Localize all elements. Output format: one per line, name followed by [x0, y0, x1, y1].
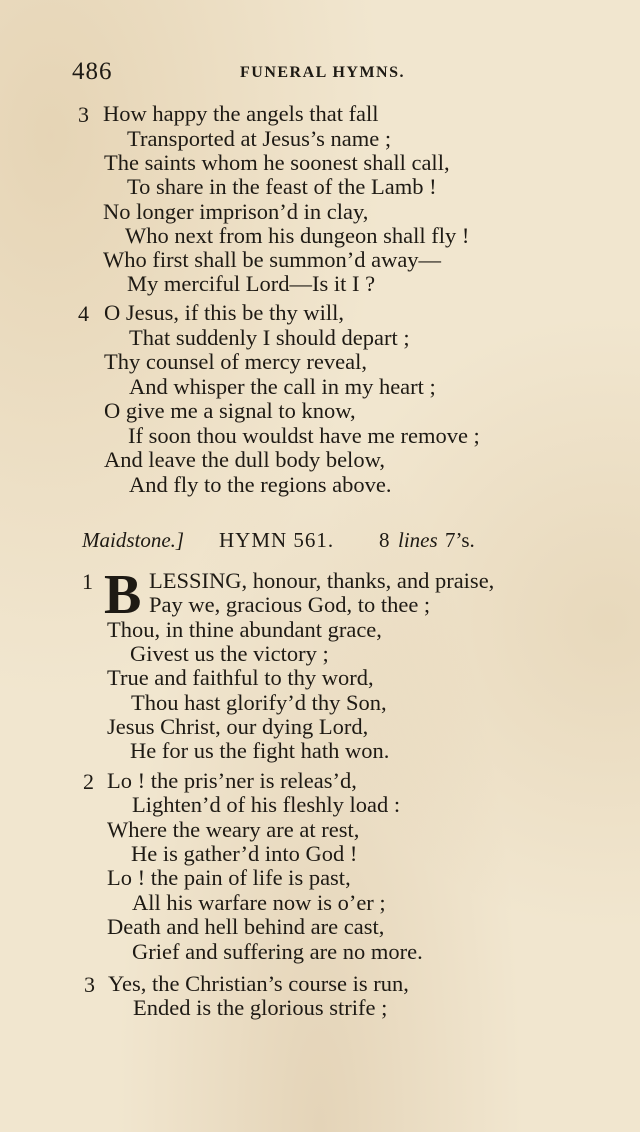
verse-line: Jesus Christ, our dying Lord,: [107, 714, 369, 739]
verse-line: To share in the feast of the Lamb !: [127, 174, 437, 199]
verse-line: O give me a signal to know,: [104, 398, 356, 423]
tune-name: Maidstone.]: [82, 528, 185, 552]
verse-line: That suddenly I should depart ;: [129, 325, 410, 350]
verse-line: How happy the angels that fall: [103, 101, 379, 126]
verse-line: And fly to the regions above.: [129, 472, 392, 497]
verse-line: Thou, in thine abundant grace,: [107, 617, 382, 642]
hymn-title: HYMN 561.: [219, 528, 335, 552]
verse-line: He for us the fight hath won.: [130, 738, 390, 763]
verse-line: Who first shall be summon’d away—: [103, 247, 442, 272]
verse-line: Thy counsel of mercy reveal,: [104, 349, 368, 374]
hymn-heading: [82, 528, 502, 554]
meter-lines: lines: [398, 528, 438, 552]
page-header: [72, 58, 428, 88]
page-number: 486: [72, 58, 113, 85]
verse-line: Pay we, gracious God, to thee ;: [149, 592, 431, 617]
verse-line: The saints whom he soonest shall call,: [104, 150, 450, 175]
verse-line: And whisper the call in my heart ;: [129, 374, 436, 399]
verse-line: Who next from his dungeon shall fly !: [125, 223, 470, 248]
verse-line: No longer imprison’d in clay,: [103, 199, 369, 224]
verse-line: My merciful Lord—Is it I ?: [127, 271, 376, 296]
running-head: FUNERAL HYMNS.: [240, 64, 406, 81]
verse-line: Lighten’d of his fleshly load :: [132, 792, 401, 817]
meter-number: 8: [379, 528, 390, 552]
verse-line: All his warfare now is o’er ;: [132, 890, 386, 915]
verse-number: 2: [83, 769, 94, 794]
verse-line: LESSING, honour, thanks, and praise,: [149, 568, 495, 593]
meter-unit: 7’s.: [445, 528, 475, 552]
verse-line: And leave the dull body below,: [104, 447, 385, 472]
verse-number: 3: [84, 972, 95, 997]
verse-line: O Jesus, if this be thy will,: [104, 300, 344, 325]
verse-line: Givest us the victory ;: [130, 641, 329, 666]
verse-number: 4: [78, 301, 89, 326]
verse-line: Death and hell behind are cast,: [107, 914, 385, 939]
verse-number: 3: [78, 102, 89, 127]
verse-line: Transported at Jesus’s name ;: [127, 126, 392, 151]
verse-line: If soon thou wouldst have me remove ;: [128, 423, 480, 448]
verse-line: Yes, the Christian’s course is run,: [108, 971, 409, 996]
verse-line: Where the weary are at rest,: [107, 817, 360, 842]
verse-number: 1: [82, 569, 93, 594]
drop-cap: B: [104, 564, 142, 626]
verse-line: Lo ! the pris’ner is releas’d,: [107, 768, 357, 793]
verse-line: Thou hast glorify’d thy Son,: [131, 690, 387, 715]
verse-line: He is gather’d into God !: [131, 841, 358, 866]
verse-line: Lo ! the pain of life is past,: [107, 865, 351, 890]
verse-line: True and faithful to thy word,: [107, 665, 374, 690]
verse-line: Ended is the glorious strife ;: [133, 995, 388, 1020]
verse-line: Grief and suffering are no more.: [132, 939, 423, 964]
